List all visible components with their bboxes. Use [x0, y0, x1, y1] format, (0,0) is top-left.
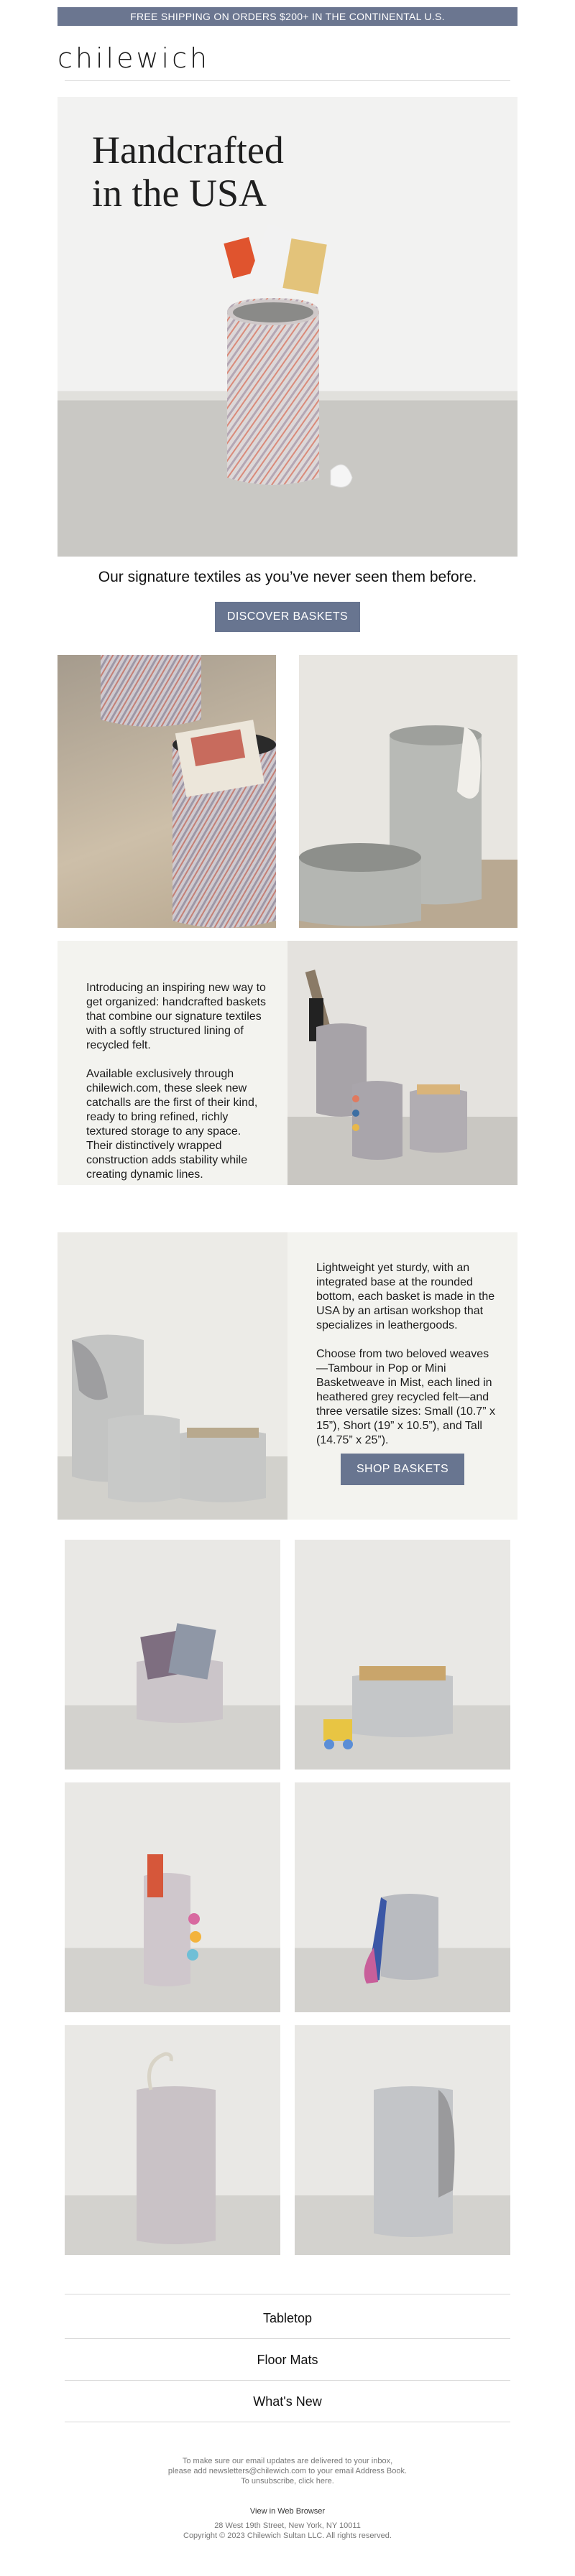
- grid-photo-6[interactable]: [295, 2025, 510, 2255]
- grid-photo-3[interactable]: [65, 1782, 280, 2012]
- basket-group-photo-2[interactable]: [58, 1232, 288, 1520]
- footer-copyright: Copyright © 2023 Chilewich Sultan LLC. All rights reserved.: [183, 2531, 392, 2540]
- tagline: Our signature textiles as you’ve never seen them before.: [98, 569, 477, 585]
- footer-line-2[interactable]: please add newsletters@chilewich.com to your email Address Book.: [167, 2467, 408, 2475]
- details-text: [316, 1261, 496, 1462]
- grid-photo-5[interactable]: [65, 2025, 280, 2255]
- nav-divider-2: [65, 2338, 510, 2339]
- discover-baskets-button[interactable]: DISCOVER BASKETS: [215, 602, 360, 632]
- intro-text: [86, 981, 266, 1196]
- header-divider: [65, 80, 510, 81]
- details-paragraph-1: Lightweight yet sturdy, with an integrated base at the rounded bottom, each basket is made in the USA by an artisan workshop that specializes in leathergoods.: [316, 1262, 495, 1331]
- footer-address-block: [58, 2521, 518, 2541]
- logo-text: chilewich: [58, 42, 211, 74]
- intro-paragraph-1: Introducing an inspiring new way to get organized: handcrafted baskets that combine our signature textiles with a softly structured lining of recycled felt.: [86, 982, 266, 1051]
- grid-photo-1[interactable]: [65, 1540, 280, 1770]
- nav-link-whats-new[interactable]: What's New: [253, 2394, 322, 2409]
- hero-title: [92, 129, 284, 215]
- hero-image[interactable]: [58, 97, 518, 557]
- intro-paragraph-2: Available exclusively through chilewich.com, these sleek new catchalls are the first of their kind, ready to bring refined, richly textured storage to any space. Their distinctively wrapped construction adds stability while creating dynamic lines.: [86, 1068, 258, 1181]
- promo-text: FREE SHIPPING ON ORDERS $200+ IN THE CONTINENTAL U.S.: [130, 11, 445, 22]
- shop-baskets-button[interactable]: SHOP BASKETS: [341, 1454, 464, 1485]
- brand-logo[interactable]: [58, 40, 518, 76]
- basket-photo-right[interactable]: [299, 655, 518, 928]
- footer-address: 28 West 19th Street, New York, NY 10011: [214, 2521, 361, 2530]
- hero-title-line2: in the USA: [92, 172, 267, 215]
- footer-line-1: To make sure our email updates are delivered to your inbox,: [182, 2457, 393, 2465]
- unsubscribe-link[interactable]: To unsubscribe, click here.: [241, 2477, 334, 2486]
- nav-divider-3: [65, 2380, 510, 2381]
- grid-photo-4[interactable]: [295, 1782, 510, 2012]
- details-paragraph-2: Choose from two beloved weaves—Tambour in Pop or Mini Basketweave in Mist, each lined in heathered grey recycled felt—and three versatile sizes: Small (10.7” x 15”), Short (19” x 10.5”), and Tall (14.75” x 25”).: [316, 1348, 495, 1446]
- hero-title-line1: Handcrafted: [92, 129, 284, 172]
- nav-link-tabletop[interactable]: Tabletop: [262, 2310, 313, 2325]
- basket-group-photo-1[interactable]: [288, 941, 518, 1185]
- basket-photo-left[interactable]: [58, 655, 276, 928]
- grid-photo-2[interactable]: [295, 1540, 510, 1770]
- footer-notice: [58, 2456, 518, 2486]
- nav-link-floor-mats[interactable]: Floor Mats: [257, 2352, 318, 2367]
- view-in-browser-link[interactable]: View in Web Browser: [249, 2507, 326, 2516]
- promo-banner: [58, 7, 518, 26]
